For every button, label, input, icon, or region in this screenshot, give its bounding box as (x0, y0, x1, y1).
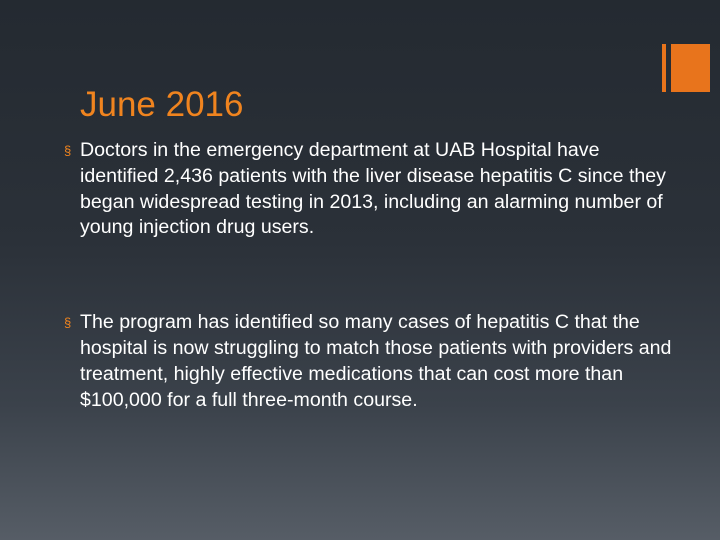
bullet-text: Doctors in the emergency department at UAB Hospital have identified 2,436 patients with the liver disease hepatitis C since they began widespread testing in 2013, including an alarming number of young injection drug users. (80, 139, 666, 239)
bullet-marker-icon: § (64, 315, 72, 331)
bullet-text: The program has identified so many cases of hepatitis C that the hospital is now struggling to match those patients with providers and treatment, highly effective medications that can cost more than $100,000 for a full three-month course. (80, 311, 672, 411)
accent-bar-thick (671, 44, 710, 92)
slide-title: June 2016 (80, 85, 244, 124)
bullet-item (64, 138, 674, 241)
bullet-marker-icon: § (64, 143, 72, 158)
accent-bar-thin (662, 44, 666, 92)
bullet-item (64, 310, 674, 413)
bullet-list (64, 138, 674, 413)
